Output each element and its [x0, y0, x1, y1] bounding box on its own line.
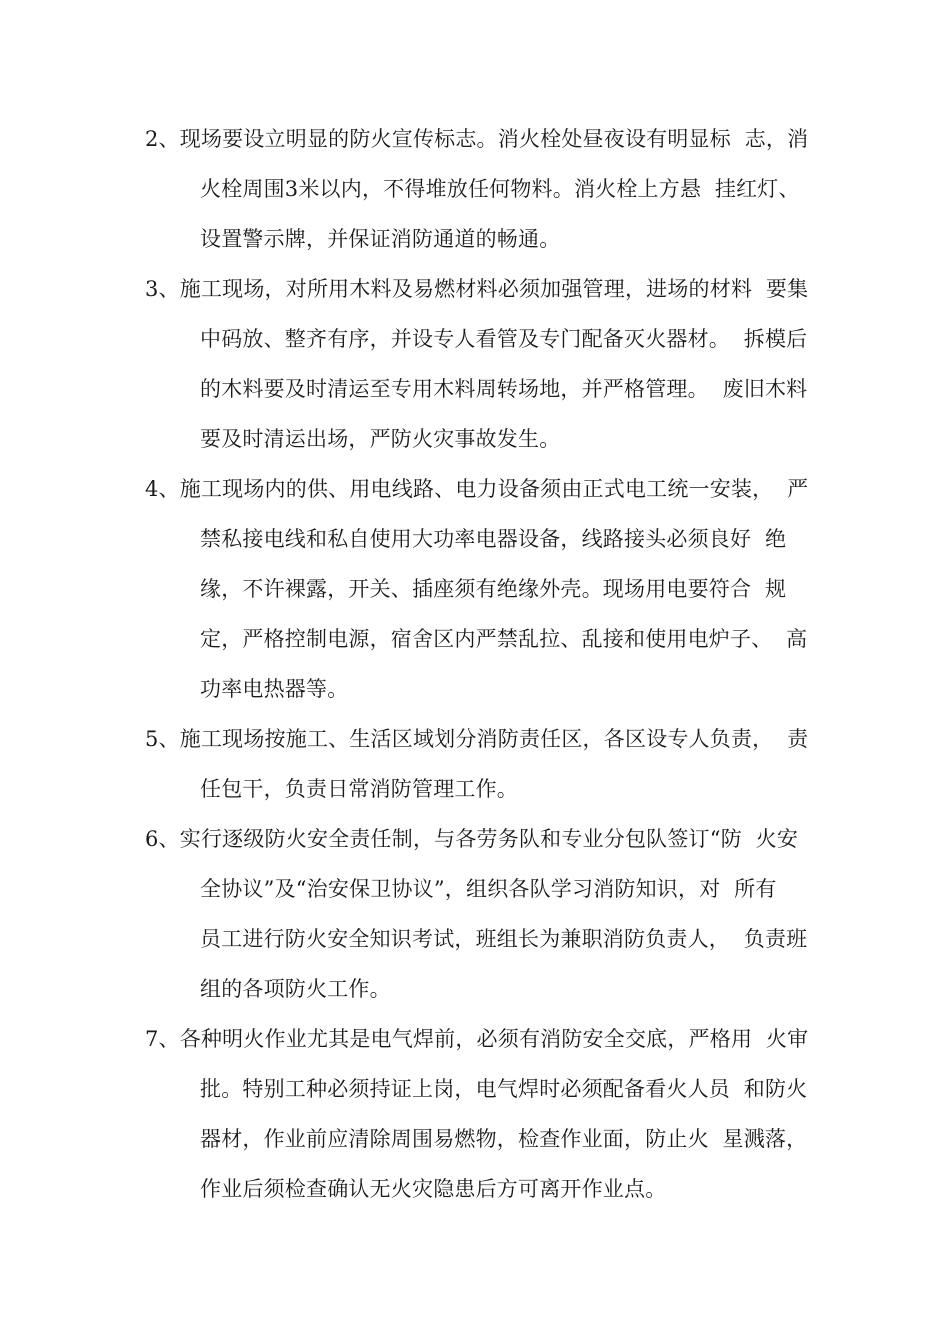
paragraph-line: 批。特别工种必须持证上岗，电气焊时必须配备看火人员 和防火 — [200, 1077, 808, 1101]
paragraph-line: 5、施工现场按施工、生活区域划分消防责任区，各区设专人负责， 责 — [145, 727, 809, 751]
paragraph-line: 定，严格控制电源，宿舍区内严禁乱拉、乱接和使用电炉子、 高 — [200, 627, 808, 651]
paragraph-line: 任包干，负责日常消防管理工作。 — [200, 777, 518, 801]
paragraph-line: 7、各种明火作业尤其是电气焊前，必须有消防安全交底，严格用 火审 — [145, 1027, 809, 1051]
paragraph-line: 的木料要及时清运至专用木料周转场地，并严格管理。 废旧木料 — [200, 377, 808, 401]
paragraph-line: 作业后须检查确认无火灾隐患后方可离开作业点。 — [200, 1177, 667, 1201]
paragraph-line: 6、实行逐级防火安全责任制，与各劳务队和专业分包队签订“防 火安 — [145, 827, 799, 851]
paragraph-line: 功率电热器等。 — [200, 677, 349, 701]
paragraph-line: 缘，不许裸露，开关、插座须有绝缘外壳。现场用电要符合 规 — [200, 577, 787, 601]
paragraph-line: 2、现场要设立明显的防火宣传标志。消火栓处昼夜设有明显标 志，消 — [145, 127, 809, 151]
paragraph-line: 禁私接电线和私自使用大功率电器设备，线路接头必须良好 绝 — [200, 527, 787, 551]
paragraph-line: 4、施工现场内的供、用电线路、电力设备须由正式电工统一安装， 严 — [145, 477, 809, 501]
paragraph-line: 器材，作业前应清除周围易燃物，检查作业面，防止火 星溅落， — [200, 1127, 808, 1151]
paragraph-line: 组的各项防火工作。 — [200, 977, 391, 1001]
paragraph-line: 火栓周围3米以内，不得堆放任何物料。消火栓上方悬 挂红灯、 — [200, 177, 800, 201]
paragraph-line: 设置警示牌，并保证消防通道的畅通。 — [200, 227, 561, 251]
paragraph-line: 要及时清运出场，严防火灾事故发生。 — [200, 427, 561, 451]
paragraph-line: 3、施工现场，对所用木料及易燃材料必须加强管理，进场的材料 要集 — [145, 277, 809, 301]
paragraph-line: 全协议”及“治安保卫协议”，组织各队学习消防知识，对 所有 — [200, 877, 777, 901]
paragraph-line: 员工进行防火安全知识考试，班组长为兼职消防负责人， 负责班 — [200, 927, 808, 951]
paragraph-line: 中码放、整齐有序，并设专人看管及专门配备灭火器材。 拆模后 — [200, 327, 808, 351]
